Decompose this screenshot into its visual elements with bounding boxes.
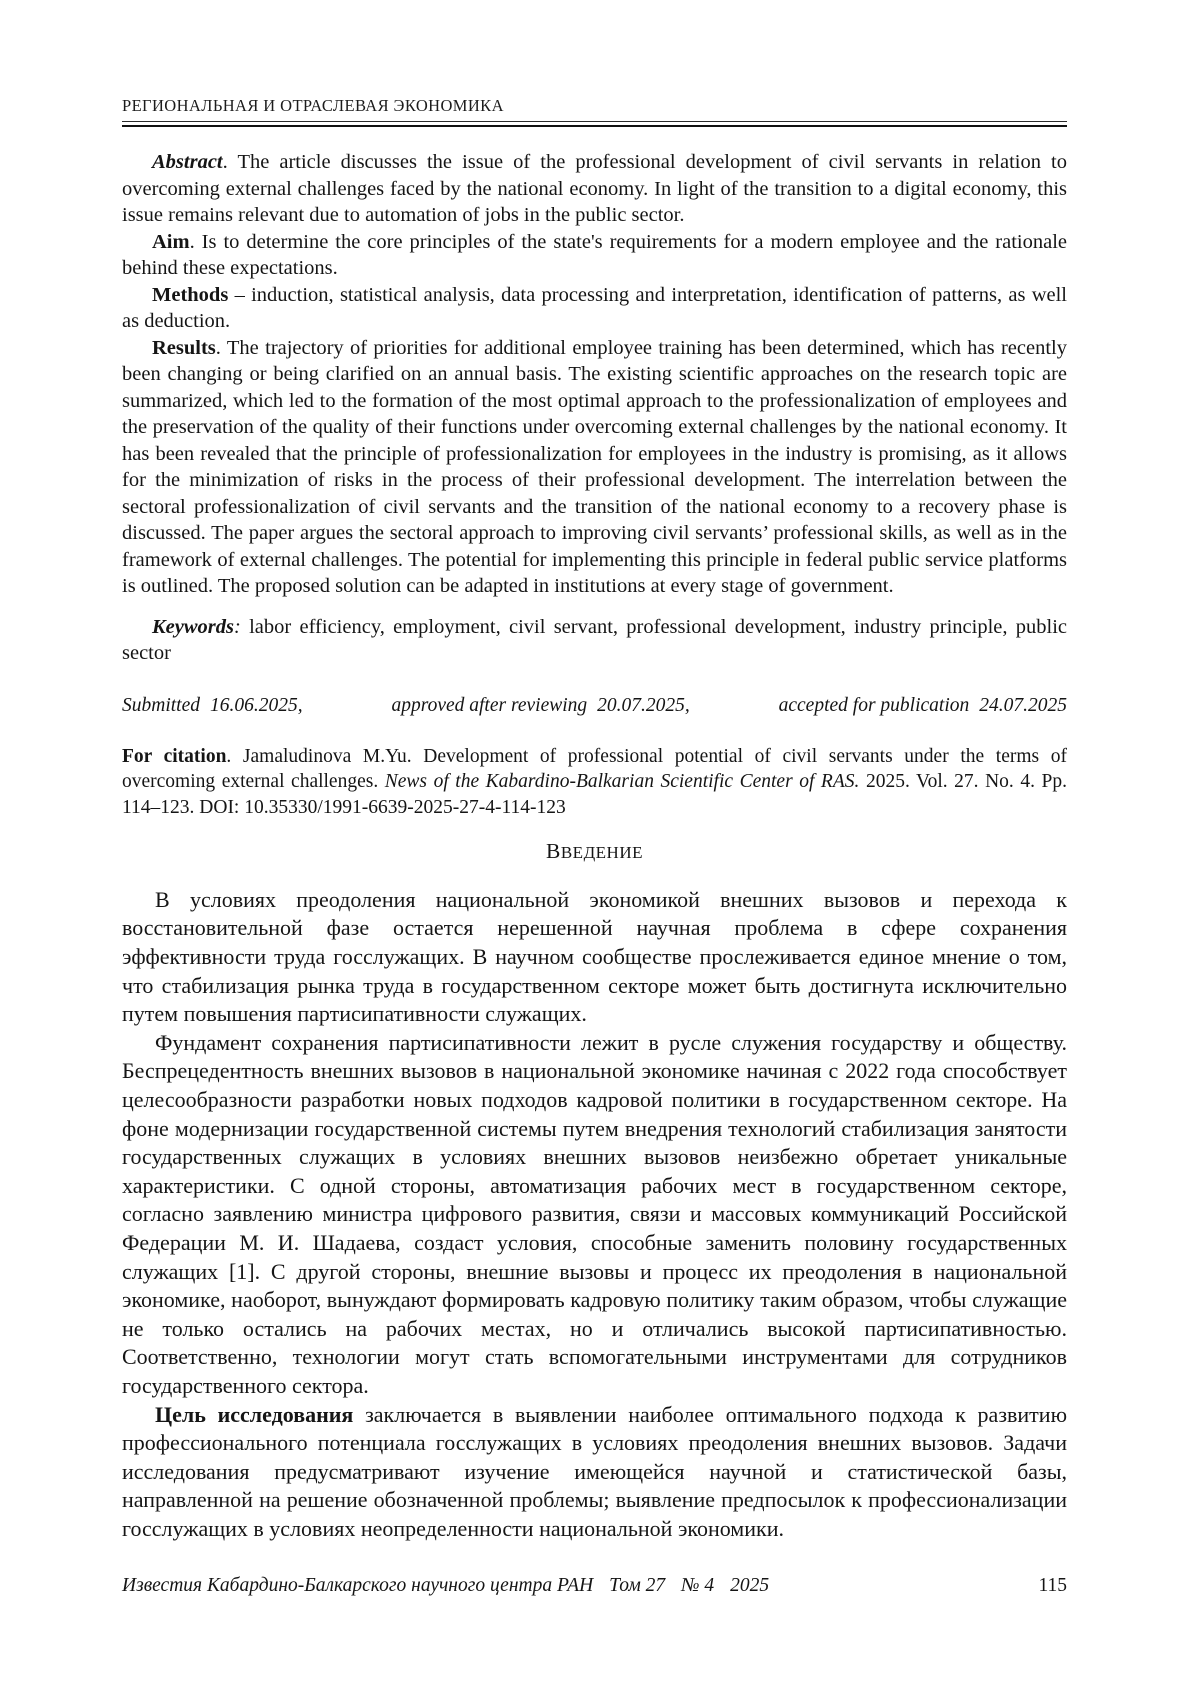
english-abstract-block	[122, 149, 1067, 667]
goal-label: Цель исследования	[155, 1401, 354, 1427]
page-footer	[122, 1574, 1067, 1598]
submitted-date	[122, 693, 303, 718]
accepted-label: accepted for publication	[778, 694, 970, 716]
methods-text: induction, statistical analysis, data processing and interpretation, identification of patterns, as well as deduction.	[122, 283, 1067, 332]
footer-journal-info	[122, 1574, 769, 1598]
introduction-body	[122, 886, 1067, 1544]
intro-paragraph-1: В условиях преодоления национальной экономикой внешних вызовов и перехода к восстановительной фазе остается нерешенной научная проблема в сфере сохранения эффективности труда госслужащих. В научном сообществе прослеживается единое мнение о том, что стабилизация рынка труда в государственном секторе может быть достигнута исключительно путем повышения партисипативности служащих.	[122, 886, 1067, 1027]
methods-separator: –	[228, 283, 252, 306]
header-double-rule	[122, 121, 1067, 127]
citation-journal-name: News of the Kabardino-Balkarian Scientific Center of RAS.	[384, 771, 860, 792]
submitted-value: 16.06.2025,	[210, 694, 303, 716]
methods-label: Methods	[152, 283, 229, 306]
abstract-paragraph	[122, 149, 1067, 229]
approved-value: 20.07.2025,	[597, 694, 690, 716]
footer-year: 2025	[730, 1575, 770, 1596]
introduction-heading	[122, 836, 1067, 868]
accepted-value: 24.07.2025	[979, 694, 1067, 716]
footer-journal-title: Известия Кабардино-Балкарского научного центра РАН	[122, 1575, 594, 1596]
abstract-separator: .	[222, 151, 238, 173]
results-paragraph	[122, 335, 1067, 600]
aim-text: Is to determine the core principles of the state's requirements for a modern employee and the rationale behind these expectations.	[122, 230, 1068, 279]
footer-volume: Том 27	[609, 1575, 666, 1596]
submitted-label: Submitted	[122, 694, 200, 716]
approved-label: approved after reviewing	[391, 694, 588, 716]
keywords-paragraph	[122, 614, 1067, 667]
intro-paragraph-2: Фундамент сохранения партисипативности лежит в русле служения государству и обществу. Беспрецедентность внешних вызовов в национальной экономике начиная с 2022 года способствует целесообразности разработки новых подходов кадровой политики в государственном секторе. На фоне модернизации государственной системы путем внедрения технологий стабилизация занятости государственных служащих в условиях внешних вызовов неизбежно обретает уникальные характеристики. С одной стороны, автоматизация рабочих мест в государственном секторе, согласно заявлению министра цифрового развития, связи и массовых коммуникаций Российской Федерации М. И. Шадаева, создаст условия, способные заменить половину государственных служащих [1]. С другой стороны, внешние вызовы и процесс их преодоления в национальной экономике, наоборот, вынуждают формировать кадровую политику таким образом, чтобы служащие не только остались на рабочих местах, но и отличались высокой партисипативностью. Соответственно, технологии могут стать вспомогательными инструментами для сотрудников государственного сектора.	[122, 1029, 1067, 1398]
citation-text-before-journal: . Jamaludinova M.Yu. Development of professional potential of civil servants under the terms of overcoming external challenges.	[122, 745, 1067, 792]
footer-page-number: 115	[1038, 1575, 1067, 1596]
citation-text-after-journal: 2025. Vol. 27. No. 4. Pp. 114–123. DOI: 10.35330/1991-6639-2025-27-4-114-123	[122, 771, 1068, 818]
keywords-label: Keywords	[152, 615, 234, 638]
citation-label: For citation	[122, 745, 227, 767]
results-separator: .	[215, 336, 227, 359]
manuscript-dates-row	[122, 693, 1067, 718]
abstract-label: Abstract	[152, 151, 223, 173]
introduction-heading-lead: В	[546, 839, 561, 863]
keywords-separator: :	[234, 615, 250, 638]
aim-separator: .	[189, 230, 202, 253]
intro-paragraph-3	[122, 1401, 1067, 1544]
methods-paragraph	[122, 282, 1067, 335]
introduction-heading-rest: ВЕДЕНИЕ	[560, 843, 643, 862]
goal-text: заключается в выявлении наиболее оптимального подхода к развитию профессионального потенциала госслужащих в условиях преодоления внешних вызовов. Задачи исследования предусматривают изучение имеющейся научной и статистической базы, направленной на решение обозначенной проблемы; выявление предпосылок к профессионализации госслужащих в условиях неопределенности национальной экономики.	[122, 1401, 1067, 1541]
aim-paragraph	[122, 229, 1067, 282]
citation-paragraph	[122, 744, 1067, 821]
approved-date	[391, 693, 689, 718]
aim-label: Aim	[152, 230, 190, 253]
accepted-date	[779, 693, 1067, 718]
results-label: Results	[152, 336, 216, 359]
abstract-text: The article discusses the issue of the professional development of civil servants in relation to overcoming external challenges faced by the national economy. In light of the transition to a digital economy, this issue remains relevant due to automation of jobs in the public sector.	[122, 151, 1067, 226]
keywords-text: labor efficiency, employment, civil servant, professional development, industry principle, public sector	[122, 615, 1068, 664]
footer-issue: № 4	[681, 1575, 715, 1596]
results-text: The trajectory of priorities for additional employee training has been determined, which has recently been changing or being clarified on an annual basis. The existing scientific approaches on the research topic are summarized, which led to the formation of the most optimal approach to the professionalization of employees and the preservation of the quality of their functions under overcoming external challenges by the national economy. It has been revealed that the principle of professionalization for employees in the industry is promising, as it allows for the minimization of risks in the process of their professional development. The interrelation between the sectoral professionalization of civil servants and the transition of the national economy to a recovery phase is discussed. The paper argues the sectoral approach to improving civil servants’ professional skills, as well as in the framework of external challenges. The potential for implementing this principle in federal public service platforms is outlined. The proposed solution can be adapted in institutions at every stage of government.	[122, 336, 1067, 597]
running-head: РЕГИОНАЛЬНАЯ И ОТРАСЛЕВАЯ ЭКОНОМИКА	[122, 96, 504, 115]
